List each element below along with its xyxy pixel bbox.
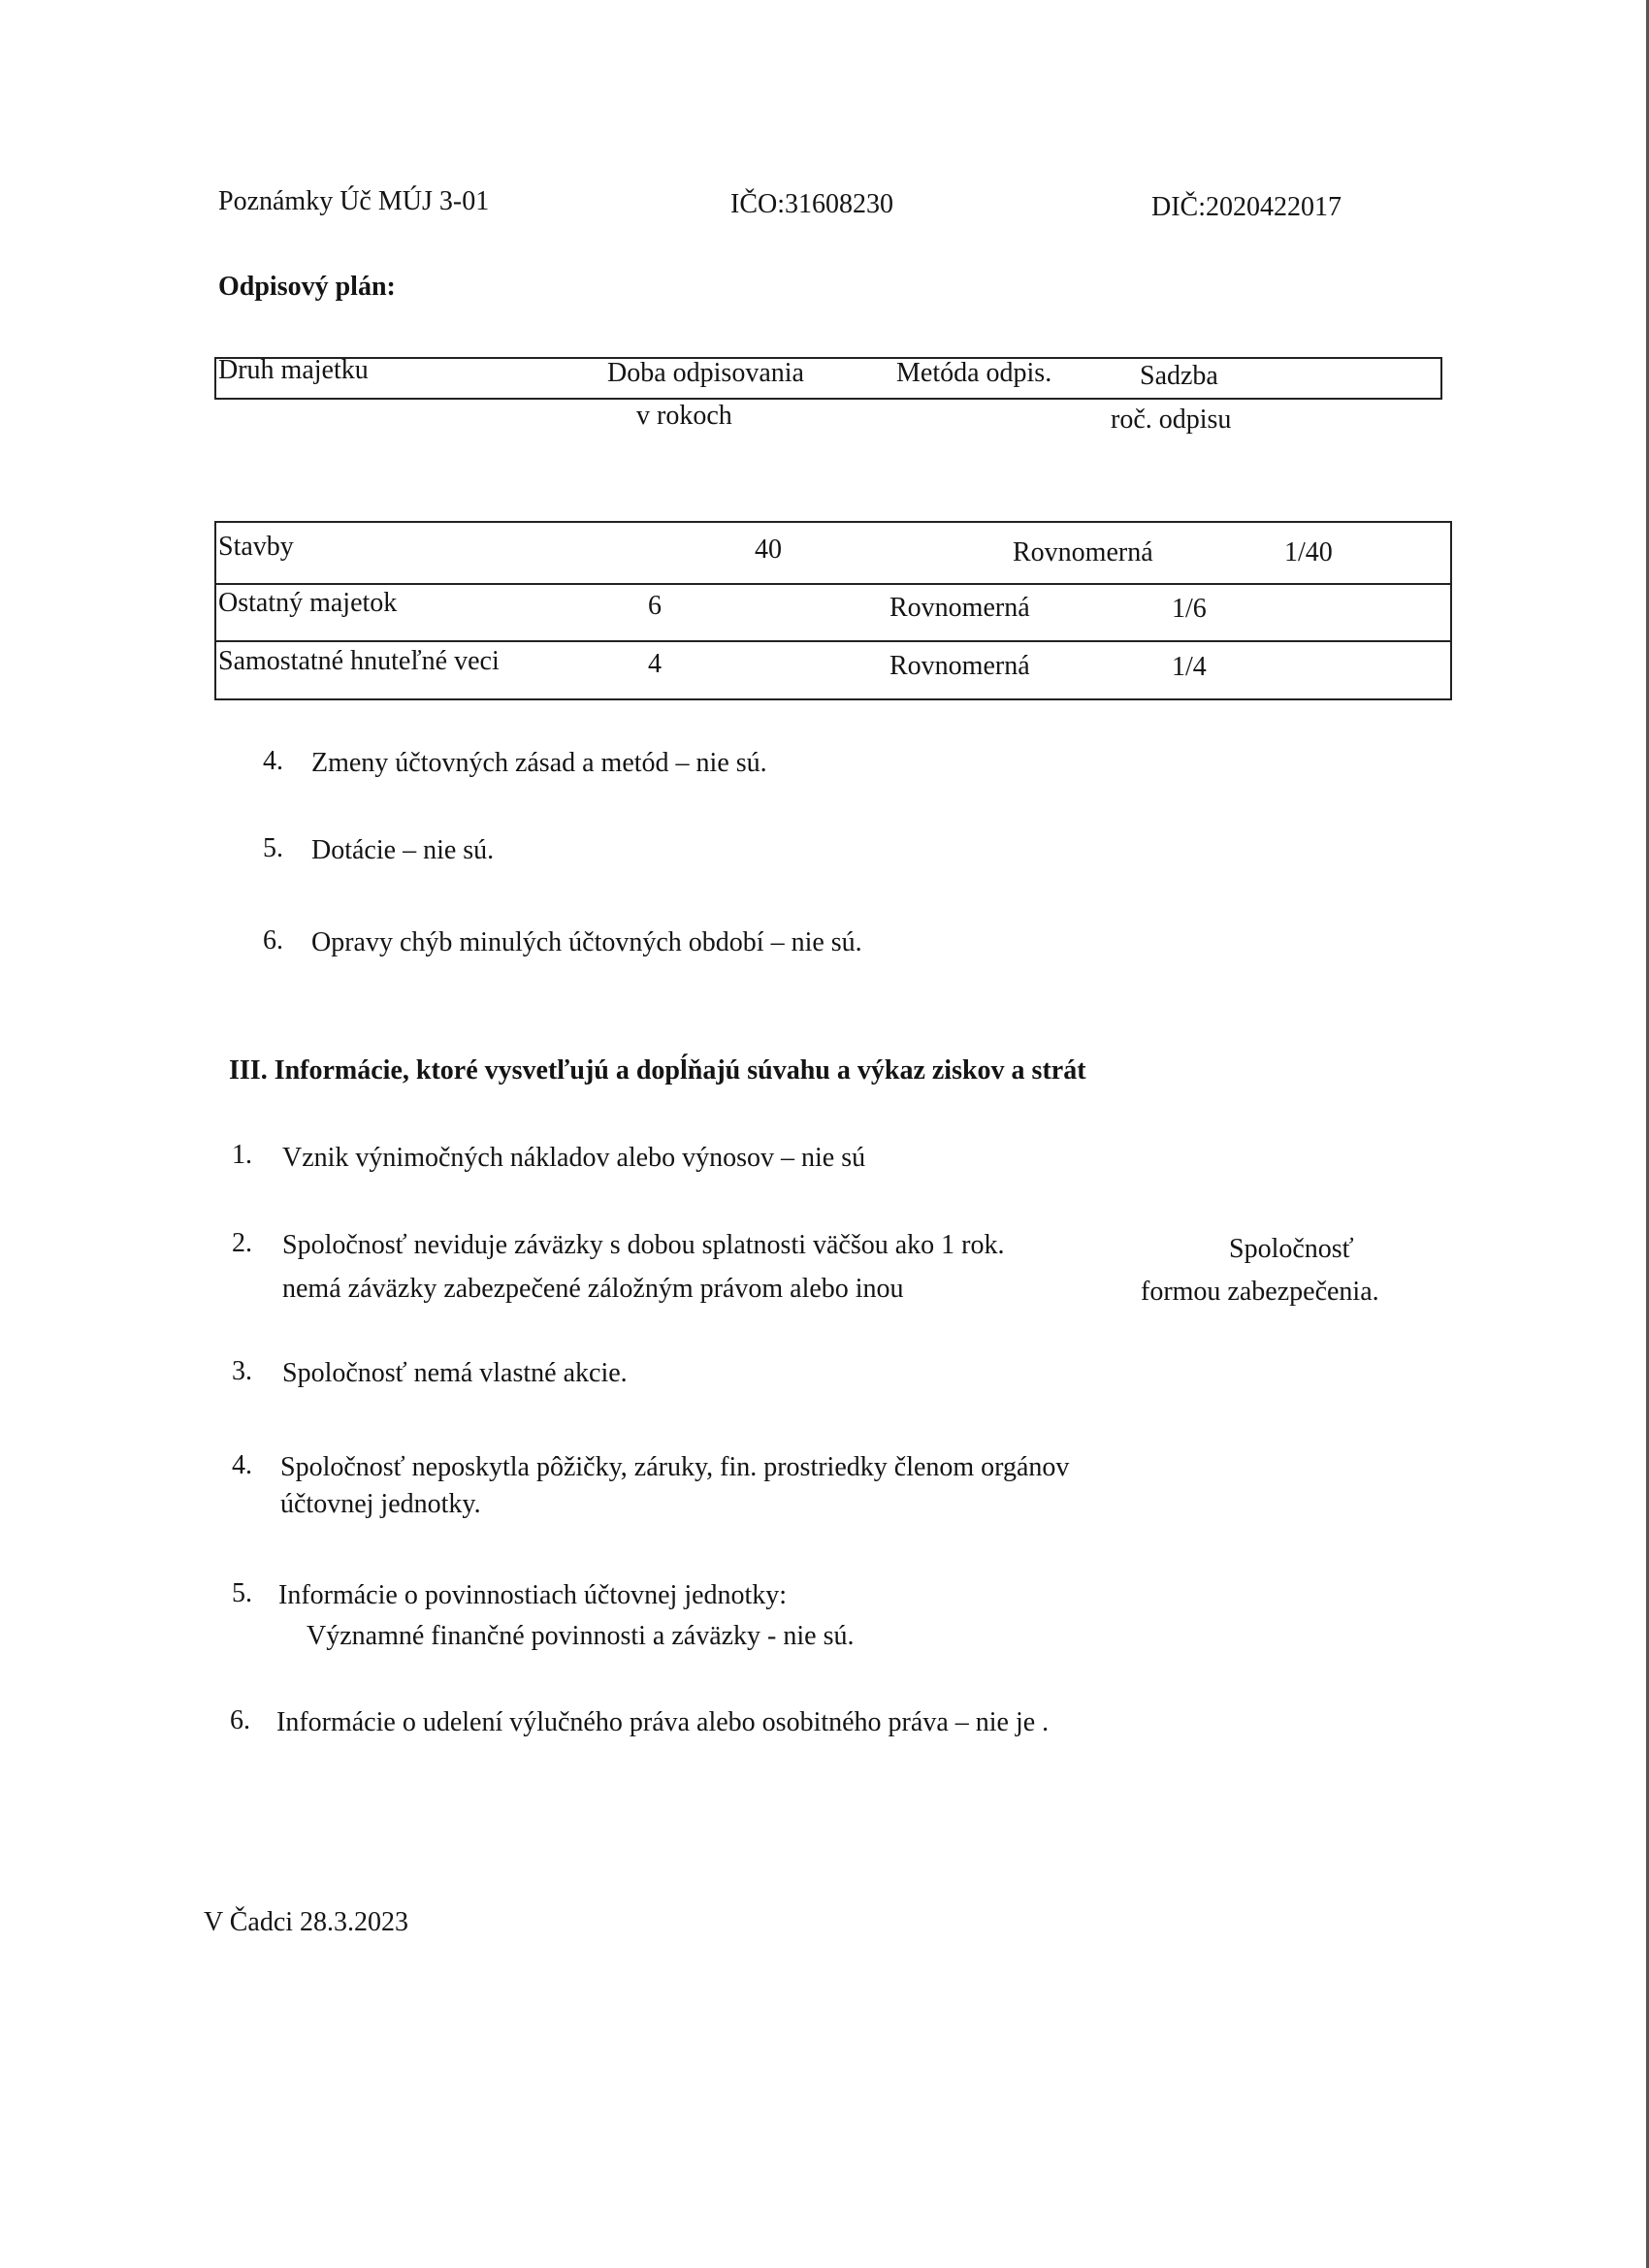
- item-text-line2: Významné finančné povinnosti a záväzky - nie sú.: [307, 1621, 855, 1651]
- header-ico: IČO:31608230: [730, 189, 893, 219]
- header-left: Poznámky Úč MÚJ 3-01: [218, 186, 490, 216]
- item-text: Spoločnosť neposkytla pôžičky, záruky, fin. prostriedky členom orgánov: [280, 1452, 1070, 1482]
- cell-method: Rovnomerná: [1013, 537, 1153, 567]
- th-method: Metóda odpis.: [896, 358, 1052, 388]
- item-text: Dotácie – nie sú.: [311, 835, 495, 865]
- item-text: Vznik výnimočných nákladov alebo výnosov – nie sú: [282, 1143, 866, 1173]
- cell-method: Rovnomerná: [889, 651, 1030, 681]
- th-type: Druh majetku: [218, 355, 369, 385]
- table-header-box: [214, 357, 1442, 400]
- item-number: 4.: [263, 746, 283, 776]
- item-number: 2.: [232, 1228, 252, 1258]
- item-number: 5.: [263, 833, 283, 863]
- cell-years: 4: [648, 649, 662, 679]
- item-number: 5.: [232, 1578, 252, 1608]
- cell-rate: 1/4: [1172, 652, 1207, 682]
- item-text: Opravy chýb minulých účtovných období – nie sú.: [311, 927, 862, 957]
- row-divider: [214, 583, 1452, 585]
- cell-rate: 1/40: [1284, 537, 1333, 567]
- th-years-line2: v rokoch: [636, 401, 732, 431]
- th-rate: Sadzba: [1140, 361, 1218, 391]
- section-title: III. Informácie, ktoré vysvetľujú a dopĺňajú súvahu a výkaz ziskov a strát: [229, 1055, 1086, 1085]
- item-number: 4.: [232, 1450, 252, 1480]
- item-text-line2-right: formou zabezpečenia.: [1141, 1277, 1379, 1307]
- item-text: Spoločnosť nemá vlastné akcie.: [282, 1358, 628, 1388]
- cell-method: Rovnomerná: [889, 593, 1030, 623]
- cell-years: 6: [648, 591, 662, 621]
- item-number: 1.: [232, 1140, 252, 1170]
- cell-years: 40: [755, 535, 782, 565]
- item-number: 6.: [230, 1705, 250, 1735]
- item-number: 3.: [232, 1356, 252, 1386]
- cell-rate: 1/6: [1172, 594, 1207, 624]
- cell-type: Stavby: [218, 532, 294, 562]
- row-divider: [214, 640, 1452, 642]
- item-text-line2: účtovnej jednotky.: [280, 1489, 481, 1519]
- th-years: Doba odpisovania: [607, 358, 804, 388]
- place-date: V Čadci 28.3.2023: [204, 1907, 409, 1937]
- item-text-line2: nemá záväzky zabezpečené záložným právom alebo inou: [282, 1274, 904, 1304]
- item-text: Zmeny účtovných zásad a metód – nie sú.: [311, 748, 767, 778]
- plan-title: Odpisový plán:: [218, 272, 396, 302]
- item-text: Spoločnosť neviduje záväzky s dobou splatnosti väčšou ako 1 rok.: [282, 1230, 1005, 1260]
- item-text: Informácie o udelení výlučného práva alebo osobitného práva – nie je .: [276, 1707, 1050, 1737]
- item-text: Informácie o povinnostiach účtovnej jednotky:: [278, 1580, 788, 1610]
- cell-type: Ostatný majetok: [218, 588, 398, 618]
- item-number: 6.: [263, 925, 283, 956]
- th-rate-line2: roč. odpisu: [1111, 405, 1232, 435]
- header-dic: DIČ:2020422017: [1151, 192, 1342, 222]
- cell-type: Samostatné hnuteľné veci: [218, 646, 500, 676]
- item-text-right: Spoločnosť: [1229, 1234, 1354, 1264]
